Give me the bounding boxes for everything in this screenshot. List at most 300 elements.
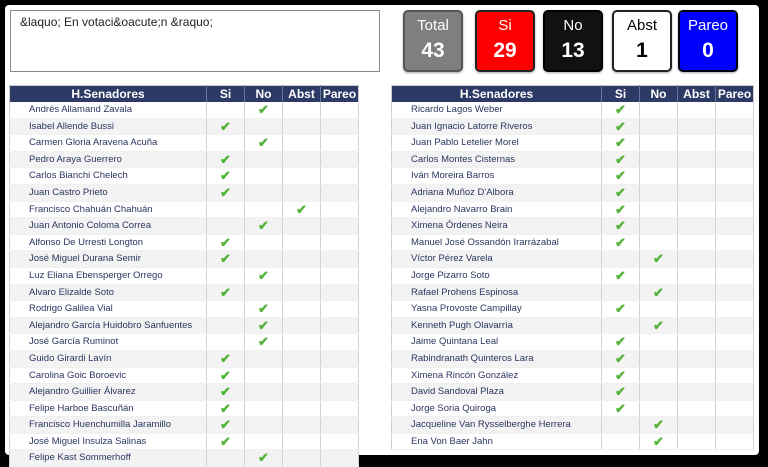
vote-cell-si [602, 234, 640, 251]
senator-name: Felipe Kast Sommerhoff [10, 450, 207, 467]
senator-row [10, 201, 359, 218]
vote-cell-si [602, 201, 640, 218]
vote-cell-pareo [321, 417, 359, 434]
senator-row [10, 350, 359, 367]
vote-cell-no [245, 450, 283, 467]
senator-name: Ena Von Baer Jahn [392, 433, 602, 450]
vote-cell-pareo [716, 168, 754, 185]
senator-row [10, 433, 359, 450]
vote-cell-no [640, 267, 678, 284]
vote-cell-abst [283, 151, 321, 168]
check-icon: ✔ [258, 450, 269, 466]
senator-name: Juan Castro Prieto [10, 184, 207, 201]
vote-cell-si [207, 201, 245, 218]
vote-cell-no [640, 102, 678, 118]
col-senators: H.Senadores [392, 86, 602, 103]
senator-row [392, 384, 754, 401]
vote-cell-pareo [716, 251, 754, 268]
vote-cell-si [602, 151, 640, 168]
check-icon: ✔ [615, 367, 626, 383]
vote-cell-pareo [321, 317, 359, 334]
vote-cell-pareo [716, 301, 754, 318]
check-icon: ✔ [615, 218, 626, 234]
vote-cell-abst [283, 218, 321, 235]
vote-cell-no [245, 284, 283, 301]
senator-row [10, 102, 359, 118]
vote-cell-abst [678, 417, 716, 434]
vote-cell-no [640, 334, 678, 351]
col-abst: Abst [283, 86, 321, 103]
vote-cell-no [245, 334, 283, 351]
vote-cell-pareo [716, 334, 754, 351]
vote-cell-pareo [321, 350, 359, 367]
no-count: 13 [561, 39, 585, 62]
senator-name: Adriana Muñoz D'Albora [392, 184, 602, 201]
senator-row [10, 400, 359, 417]
vote-cell-no [640, 367, 678, 384]
vote-cell-abst [283, 450, 321, 467]
check-icon: ✔ [220, 284, 231, 300]
senator-name: Andrés Allamand Zavala [10, 102, 207, 118]
senator-row [10, 450, 359, 467]
vote-cell-abst [678, 168, 716, 185]
senator-name: Carlos Montes Cisternas [392, 151, 602, 168]
check-icon: ✔ [615, 118, 626, 134]
vote-cell-no [245, 201, 283, 218]
senator-name: Jacqueline Van Rysselberghe Herrera [392, 417, 602, 434]
senator-name: Alejandro Guillier Álvarez [10, 384, 207, 401]
vote-cell-pareo [321, 334, 359, 351]
vote-cell-si [602, 301, 640, 318]
senator-name: Jorge Soria Quiroga [392, 400, 602, 417]
vote-cell-no [640, 234, 678, 251]
senator-name: Iván Moreira Barros [392, 168, 602, 185]
check-icon: ✔ [258, 334, 269, 350]
vote-cell-abst [283, 400, 321, 417]
vote-cell-abst [678, 102, 716, 118]
vote-cell-abst [678, 301, 716, 318]
col-no: No [640, 86, 678, 103]
senator-name: Ricardo Lagos Weber [392, 102, 602, 118]
vote-cell-abst [678, 433, 716, 450]
vote-cell-no [245, 317, 283, 334]
check-icon: ✔ [220, 118, 231, 134]
senator-row [392, 102, 754, 118]
senator-name: Kenneth Pugh Olavarría [392, 317, 602, 334]
vote-cell-abst [678, 284, 716, 301]
voting-title-box [10, 10, 380, 72]
vote-cell-si [602, 251, 640, 268]
senator-name: José García Ruminot [10, 334, 207, 351]
vote-cell-si [602, 334, 640, 351]
vote-cell-abst [678, 384, 716, 401]
vote-cell-pareo [321, 102, 359, 118]
senator-row [392, 234, 754, 251]
check-icon: ✔ [258, 301, 269, 317]
vote-cell-abst [678, 201, 716, 218]
col-si: Si [207, 86, 245, 103]
senator-row [392, 218, 754, 235]
senator-row [392, 184, 754, 201]
vote-cell-si [207, 450, 245, 467]
vote-cell-abst [283, 284, 321, 301]
vote-cell-pareo [321, 218, 359, 235]
vote-cell-pareo [716, 433, 754, 450]
vote-cell-no [640, 384, 678, 401]
no-label: No [563, 17, 583, 34]
vote-cell-no [245, 168, 283, 185]
check-icon: ✔ [220, 151, 231, 167]
senator-row [392, 417, 754, 434]
senator-row [392, 118, 754, 135]
vote-cell-si [207, 317, 245, 334]
senator-row [10, 317, 359, 334]
senator-row [10, 284, 359, 301]
vote-cell-abst [678, 350, 716, 367]
vote-cell-no [245, 367, 283, 384]
vote-cell-pareo [716, 184, 754, 201]
senator-name: Jorge Pizarro Soto [392, 267, 602, 284]
vote-cell-abst [283, 301, 321, 318]
vote-cell-abst [283, 168, 321, 185]
vote-cell-pareo [716, 151, 754, 168]
vote-cell-si [602, 102, 640, 118]
senator-name: Alejandro Navarro Brain [392, 201, 602, 218]
vote-cell-pareo [321, 118, 359, 135]
vote-cell-pareo [716, 400, 754, 417]
senator-name: José Miguel Durana Semir [10, 251, 207, 268]
vote-cell-no [640, 284, 678, 301]
senator-name: Francisco Huenchumilla Jaramillo [10, 417, 207, 434]
left-table-body [10, 102, 359, 467]
senator-name: Guido Girardi Lavín [10, 350, 207, 367]
voting-title: &laquo; En votaci&oacute;n &raquo; [20, 15, 213, 29]
check-icon: ✔ [653, 317, 664, 333]
senator-row [392, 317, 754, 334]
vote-cell-abst [283, 433, 321, 450]
col-no: No [245, 86, 283, 103]
vote-cell-no [245, 151, 283, 168]
vote-cell-pareo [716, 284, 754, 301]
check-icon: ✔ [615, 135, 626, 151]
senator-name: Ximena Órdenes Neira [392, 218, 602, 235]
vote-cell-si [207, 151, 245, 168]
vote-cell-si [207, 417, 245, 434]
vote-cell-si [602, 367, 640, 384]
col-pareo: Pareo [321, 86, 359, 103]
vote-cell-si [602, 350, 640, 367]
vote-cell-abst [678, 234, 716, 251]
vote-cell-pareo [321, 151, 359, 168]
right-table-body [392, 102, 754, 450]
senator-name: Juan Antonio Coloma Correa [10, 218, 207, 235]
vote-cell-pareo [716, 102, 754, 118]
vote-cell-abst [283, 267, 321, 284]
vote-cell-no [245, 135, 283, 152]
senator-row [392, 251, 754, 268]
vote-cell-abst [678, 218, 716, 235]
vote-cell-abst [283, 184, 321, 201]
senator-row [392, 168, 754, 185]
check-icon: ✔ [220, 367, 231, 383]
check-icon: ✔ [296, 201, 307, 217]
col-senators: H.Senadores [10, 86, 207, 103]
vote-cell-pareo [321, 433, 359, 450]
vote-cell-abst [678, 367, 716, 384]
senator-row [392, 301, 754, 318]
vote-cell-pareo [321, 251, 359, 268]
senator-name: Carolina Goic Boroevic [10, 367, 207, 384]
senator-name: Francisco Chahuán Chahuán [10, 201, 207, 218]
vote-cell-no [640, 118, 678, 135]
vote-cell-no [640, 251, 678, 268]
check-icon: ✔ [258, 218, 269, 234]
col-si: Si [602, 86, 640, 103]
check-icon: ✔ [615, 350, 626, 366]
senator-row [10, 384, 359, 401]
senator-row [392, 433, 754, 450]
check-icon: ✔ [258, 267, 269, 283]
vote-cell-no [640, 218, 678, 235]
vote-cell-no [245, 350, 283, 367]
vote-cell-no [245, 218, 283, 235]
senator-row [10, 234, 359, 251]
vote-cell-no [640, 400, 678, 417]
vote-cell-pareo [716, 118, 754, 135]
vote-cell-si [207, 135, 245, 152]
vote-cell-abst [283, 251, 321, 268]
vote-cell-pareo [716, 218, 754, 235]
check-icon: ✔ [615, 184, 626, 200]
vote-cell-abst [678, 400, 716, 417]
vote-cell-pareo [716, 234, 754, 251]
senators-table-left [9, 85, 359, 467]
vote-cell-pareo [321, 284, 359, 301]
check-icon: ✔ [653, 251, 664, 267]
vote-cell-no [640, 151, 678, 168]
vote-cell-abst [283, 367, 321, 384]
vote-cell-si [207, 400, 245, 417]
vote-cell-si [207, 218, 245, 235]
check-icon: ✔ [615, 384, 626, 400]
senators-table-right [391, 85, 754, 450]
check-icon: ✔ [615, 301, 626, 317]
senator-name: Carmen Gloria Aravena Acuña [10, 135, 207, 152]
total-tile [403, 10, 463, 72]
abst-label: Abst [626, 17, 657, 34]
vote-cell-pareo [321, 267, 359, 284]
check-icon: ✔ [653, 417, 664, 433]
vote-cell-pareo [321, 184, 359, 201]
vote-cell-no [640, 417, 678, 434]
vote-cell-pareo [321, 450, 359, 467]
senator-name: Carlos Bianchi Chelech [10, 168, 207, 185]
check-icon: ✔ [258, 135, 269, 151]
senator-name: Jaime Quintana Leal [392, 334, 602, 351]
si-tile [475, 10, 535, 72]
senator-name: Alvaro Elizalde Soto [10, 284, 207, 301]
vote-cell-si [207, 102, 245, 118]
vote-cell-pareo [716, 201, 754, 218]
vote-cell-pareo [321, 168, 359, 185]
vote-cell-abst [283, 334, 321, 351]
total-count: 43 [421, 39, 445, 62]
vote-cell-si [207, 433, 245, 450]
check-icon: ✔ [615, 102, 626, 117]
si-label: Si [498, 17, 512, 34]
vote-cell-abst [678, 151, 716, 168]
check-icon: ✔ [220, 400, 231, 416]
senator-name: Juan Pablo Letelier Morel [392, 135, 602, 152]
vote-cell-abst [678, 135, 716, 152]
vote-cell-pareo [716, 367, 754, 384]
senator-row [392, 201, 754, 218]
senator-name: Yasna Provoste Campillay [392, 301, 602, 318]
senator-row [10, 417, 359, 434]
check-icon: ✔ [615, 168, 626, 184]
abst-tile [612, 10, 672, 72]
vote-cell-pareo [321, 367, 359, 384]
vote-cell-no [245, 102, 283, 118]
vote-cell-si [602, 433, 640, 450]
vote-cell-abst [283, 350, 321, 367]
vote-cell-no [245, 301, 283, 318]
check-icon: ✔ [220, 384, 231, 400]
senator-name: Pedro Araya Guerrero [10, 151, 207, 168]
senator-row [392, 284, 754, 301]
senator-name: Manuel José Ossandón Irarrázabal [392, 234, 602, 251]
vote-cell-si [207, 301, 245, 318]
total-label: Total [417, 17, 449, 34]
vote-cell-abst [678, 184, 716, 201]
vote-cell-no [245, 251, 283, 268]
vote-cell-pareo [321, 384, 359, 401]
vote-cell-pareo [321, 400, 359, 417]
senator-row [10, 151, 359, 168]
col-pareo: Pareo [716, 86, 754, 103]
pareo-count: 0 [702, 39, 714, 62]
check-icon: ✔ [615, 151, 626, 167]
vote-cell-si [207, 334, 245, 351]
vote-cell-no [640, 184, 678, 201]
check-icon: ✔ [220, 433, 231, 449]
vote-cell-abst [283, 201, 321, 218]
vote-cell-abst [283, 135, 321, 152]
vote-cell-pareo [716, 384, 754, 401]
senator-row [392, 350, 754, 367]
check-icon: ✔ [220, 234, 231, 250]
vote-cell-no [245, 267, 283, 284]
vote-cell-si [207, 267, 245, 284]
vote-cell-si [602, 184, 640, 201]
abst-count: 1 [636, 39, 648, 62]
vote-cell-si [602, 218, 640, 235]
vote-cell-si [207, 350, 245, 367]
vote-cell-pareo [716, 317, 754, 334]
senator-row [10, 251, 359, 268]
vote-cell-si [602, 267, 640, 284]
vote-cell-si [207, 118, 245, 135]
senator-name: Ximena Rincón González [392, 367, 602, 384]
col-abst: Abst [678, 86, 716, 103]
vote-cell-si [602, 417, 640, 434]
senator-row [392, 367, 754, 384]
vote-cell-no [245, 384, 283, 401]
senator-name: Alejandro García Huidobro Sanfuentes [10, 317, 207, 334]
pareo-label: Pareo [687, 17, 729, 34]
vote-cell-si [207, 284, 245, 301]
senator-name: Rafael Prohens Espinosa [392, 284, 602, 301]
vote-panel [5, 5, 759, 466]
vote-cell-abst [283, 384, 321, 401]
check-icon: ✔ [258, 102, 269, 117]
check-icon: ✔ [615, 234, 626, 250]
vote-cell-pareo [321, 201, 359, 218]
check-icon: ✔ [653, 433, 664, 449]
senator-row [10, 267, 359, 284]
vote-cell-no [245, 184, 283, 201]
senator-row [392, 267, 754, 284]
check-icon: ✔ [615, 201, 626, 217]
vote-cell-pareo [321, 135, 359, 152]
senator-row [392, 151, 754, 168]
vote-cell-no [640, 350, 678, 367]
vote-cell-no [245, 118, 283, 135]
check-icon: ✔ [615, 267, 626, 283]
senator-row [10, 168, 359, 185]
senator-name: Isabel Allende Bussi [10, 118, 207, 135]
vote-cell-si [602, 400, 640, 417]
vote-cell-pareo [321, 234, 359, 251]
senator-name: Alfonso De Urresti Longton [10, 234, 207, 251]
vote-cell-si [602, 384, 640, 401]
vote-cell-abst [283, 102, 321, 118]
vote-cell-pareo [716, 417, 754, 434]
senator-row [10, 301, 359, 318]
senator-row [10, 184, 359, 201]
vote-cell-no [245, 234, 283, 251]
check-icon: ✔ [220, 417, 231, 433]
vote-cell-si [207, 251, 245, 268]
senator-row [392, 135, 754, 152]
senator-row [10, 135, 359, 152]
senator-row [392, 334, 754, 351]
check-icon: ✔ [615, 400, 626, 416]
vote-cell-pareo [716, 135, 754, 152]
vote-cell-abst [678, 118, 716, 135]
vote-cell-si [602, 118, 640, 135]
vote-cell-abst [283, 317, 321, 334]
senator-row [10, 367, 359, 384]
senator-name: Luz Eliana Ebensperger Orrego [10, 267, 207, 284]
vote-cell-abst [283, 417, 321, 434]
vote-cell-si [602, 284, 640, 301]
vote-cell-si [602, 168, 640, 185]
vote-cell-no [245, 417, 283, 434]
check-icon: ✔ [220, 350, 231, 366]
vote-cell-si [602, 317, 640, 334]
senator-name: José Miguel Insulza Salinas [10, 433, 207, 450]
vote-cell-abst [678, 251, 716, 268]
vote-cell-no [245, 400, 283, 417]
check-icon: ✔ [615, 334, 626, 350]
vote-cell-si [207, 384, 245, 401]
senator-name: David Sandoval Plaza [392, 384, 602, 401]
vote-cell-si [602, 135, 640, 152]
pareo-tile [678, 10, 738, 72]
vote-cell-abst [283, 234, 321, 251]
vote-cell-no [640, 301, 678, 318]
